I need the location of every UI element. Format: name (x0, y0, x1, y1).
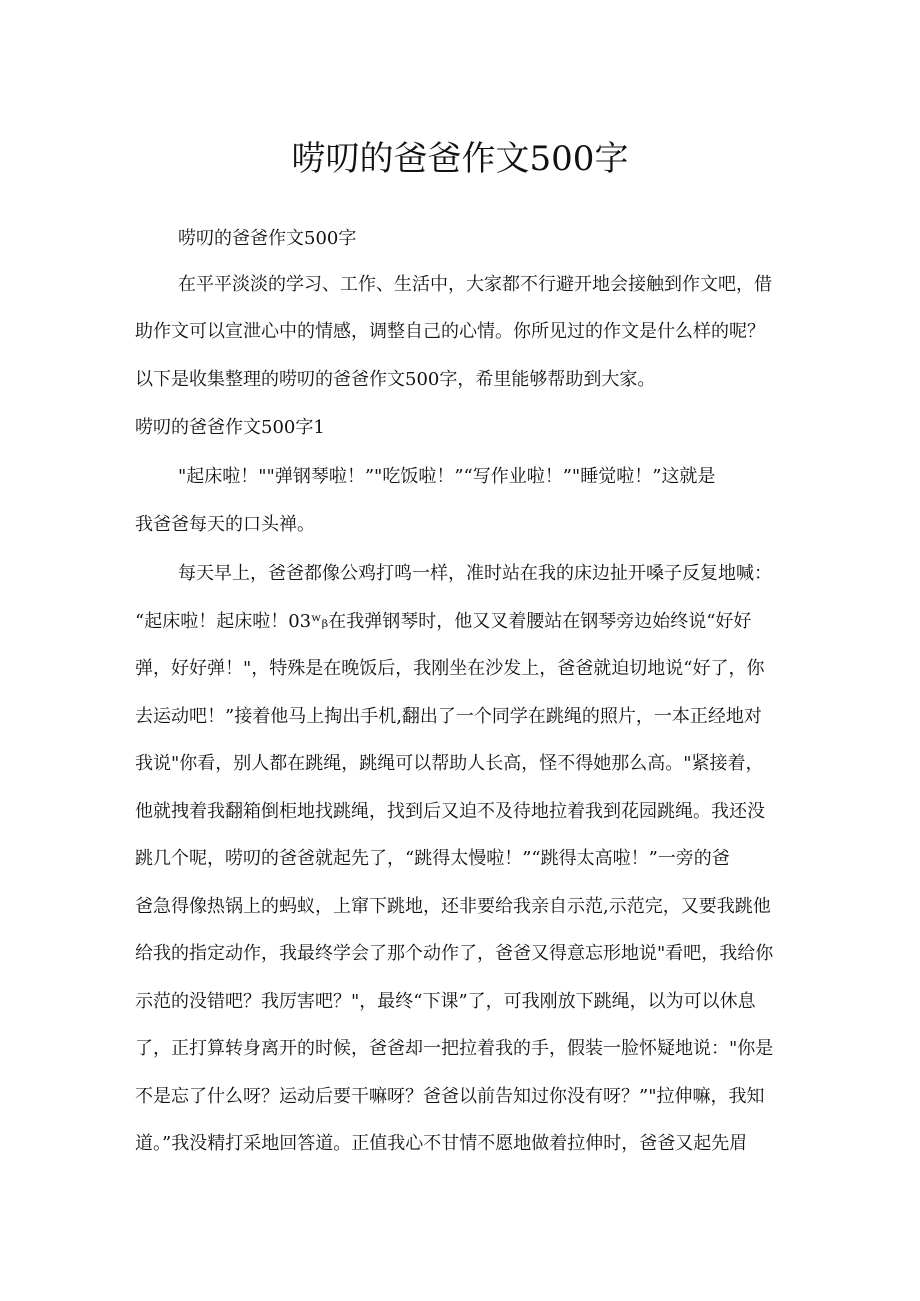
intro-line: 在平平淡淡的学习、工作、生活中，大家都不行避开地会接触到作文吧，借 (178, 274, 772, 295)
intro-line: 以下是收集整理的唠叨的爸爸作文500字，希里能够帮助到大家。 (135, 369, 656, 390)
document-title: 唠叨的爸爸作文500字 (291, 139, 629, 179)
paragraph-line: 不是忘了什么呀？运动后要干嘛呀？爸爸以前告知过你没有呀？”"拉伸嘛，我知 (135, 1086, 765, 1107)
paragraph-line: 了，正打算转身离开的时候，爸爸却一把拉着我的手，假装一脸怀疑地说："你是 (135, 1038, 774, 1059)
paragraph-line: 弹，好好弹！"，特殊是在晚饭后，我刚坐在沙发上，爸爸就迫切地说“好了，你 (135, 658, 765, 679)
paragraph-line: “起床啦！起床啦！03ʷᵦ在我弹钢琴时，他又叉着腰站在钢琴旁边始终说“好好 (135, 611, 752, 632)
paragraph-line: 我说"你看，别人都在跳绳，跳绳可以帮助人长高，怪不得她那么高。"紧接着， (135, 753, 764, 774)
paragraph-line: 我爸爸每天的口头禅。 (135, 514, 315, 535)
subtitle: 唠叨的爸爸作文500字 (178, 228, 357, 249)
intro-line: 助作文可以宣泄心中的情感，调整自己的心情。你所见过的作文是什么样的呢？ (135, 321, 765, 342)
paragraph-line: 给我的指定动作，我最终学会了那个动作了，爸爸又得意忘形地说"看吧，我给你 (135, 943, 774, 964)
paragraph-line: 每天早上，爸爸都像公鸡打鸣一样，准时站在我的床边扯开嗓子反复地喊： (178, 563, 772, 584)
paragraph-line: 爸急得像热锅上的蚂蚁，上窜下跳地，还非要给我亲自示范,示范完，又要我跳他 (135, 896, 771, 917)
paragraph-line: 去运动吧！”接着他马上掏出手机,翻出了一个同学在跳绳的照片，一本正经地对 (135, 706, 762, 727)
paragraph-line: 他就拽着我翻箱倒柜地找跳绳，找到后又迫不及待地拉着我到花园跳绳。我还没 (135, 801, 765, 822)
paragraph-line: 跳几个呢，唠叨的爸爸就起先了，“跳得太慢啦！”“跳得太高啦！”一旁的爸 (135, 848, 730, 869)
paragraph-line: "起床啦！""弹钢琴啦！”"吃饭啦！”“写作业啦！”"睡觉啦！”这就是 (178, 466, 716, 487)
paragraph-line: 道。”我没精打采地回答道。正值我心不甘情不愿地做着拉伸时，爸爸又起先眉 (135, 1133, 748, 1154)
section-heading: 唠叨的爸爸作文500字1 (135, 417, 325, 438)
paragraph-line: 示范的没错吧？我厉害吧？"，最终“下课”了，可我刚放下跳绳，以为可以休息 (135, 991, 756, 1012)
